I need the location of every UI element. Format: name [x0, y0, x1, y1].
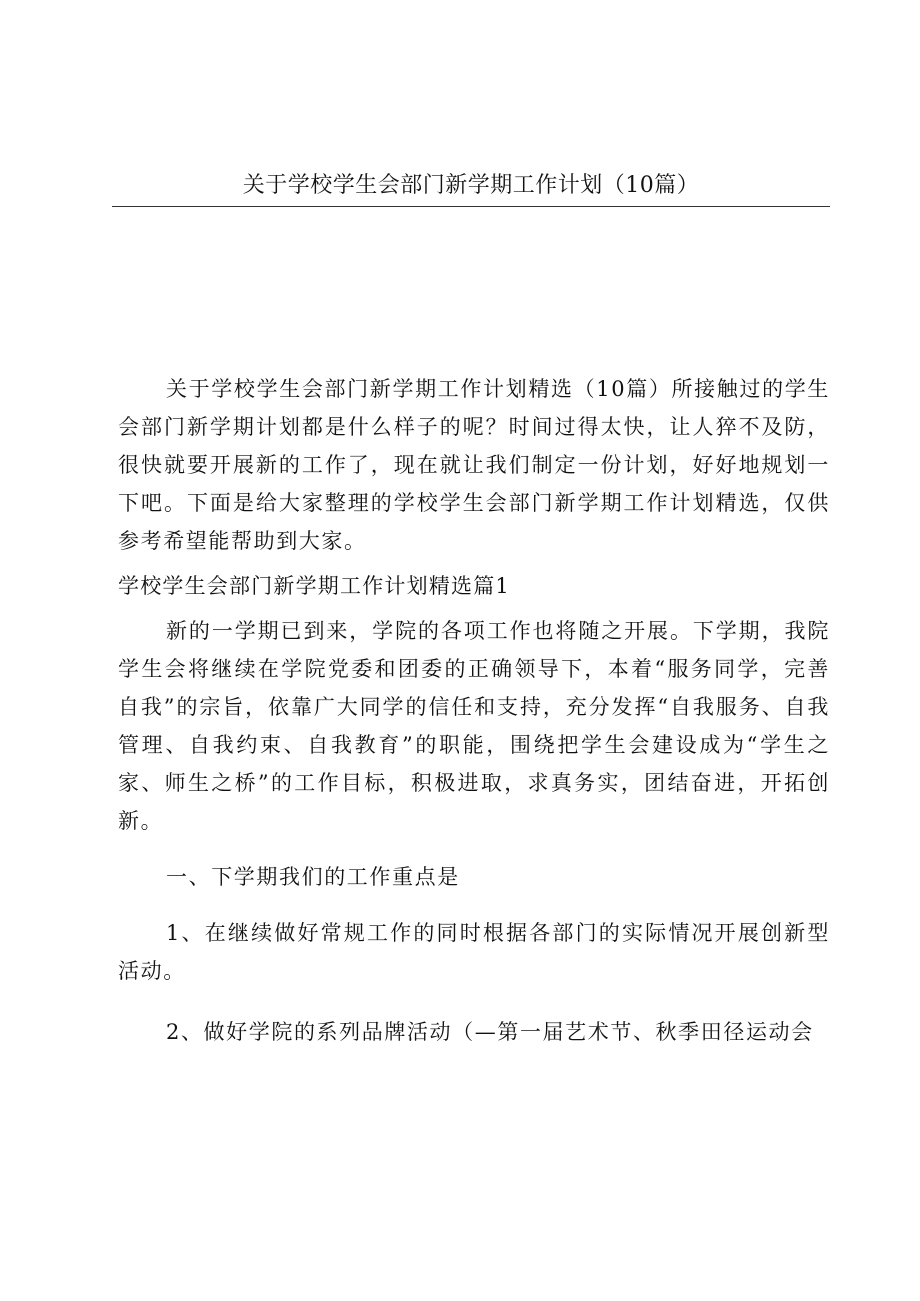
work-focus-heading: 一、下学期我们的工作重点是: [166, 865, 460, 889]
document-title: 关于学校学生会部门新学期工作计划（10篇）: [242, 173, 700, 198]
section-paragraph: 新的一学期已到来，学院的各项工作也将随之开展。下学期，我院学生会将继续在学院党委和团委的正确领导下，本着“服务同学，完善自我”的宗旨，依靠广大同学的信任和支持，充分发挥“自我服务、自我管理、自我约束、自我教育”的职能，围绕把学生会建设成为“学生之家、师生之桥”的工作目标，积极进取，求真务实，团结奋进，开拓创新。: [118, 619, 830, 833]
document-body: [118, 370, 830, 1051]
section-title: 学校学生会部门新学期工作计划精选篇1: [118, 574, 510, 598]
work-point-1: 1、在继续做好常规工作的同时根据各部门的实际情况开展创新型活动。: [118, 921, 830, 983]
intro-paragraph: 关于学校学生会部门新学期工作计划精选（10篇）所接触过的学生会部门新学期计划都是什么样子的呢？时间过得太快，让人猝不及防，很快就要开展新的工作了，现在就让我们制定一份计划，好好地规划一下吧。下面是给大家整理的学校学生会部门新学期工作计划精选，仅供参考希望能帮助到大家。: [118, 377, 830, 553]
page-header: [112, 166, 830, 207]
work-point-2: 2、做好学院的系列品牌活动（—第一届艺术节、秋季田径运动会: [166, 1020, 814, 1044]
